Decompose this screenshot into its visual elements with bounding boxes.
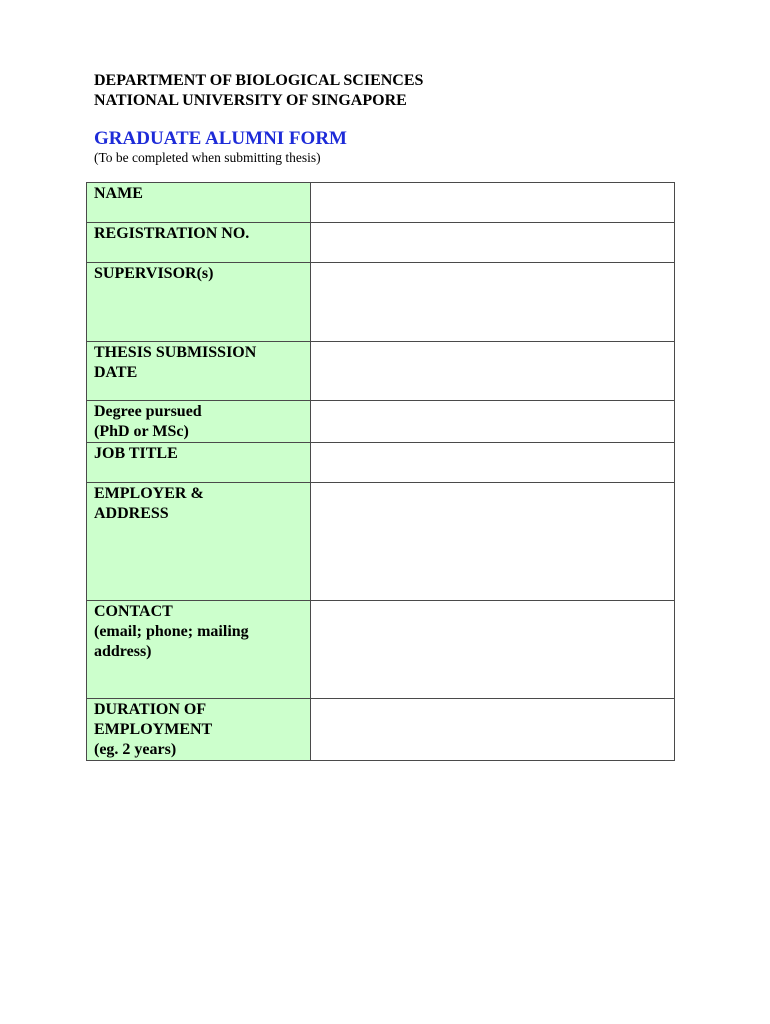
name-label xyxy=(87,183,311,223)
label-line: EMPLOYER & xyxy=(94,485,204,502)
job-title-label xyxy=(87,443,311,483)
label-line: THESIS SUBMISSION xyxy=(94,344,257,361)
label-line: (eg. 2 years) xyxy=(94,741,177,758)
supervisor-field[interactable] xyxy=(311,263,675,342)
label-line: (email; phone; mailing xyxy=(94,623,249,640)
label-line: EMPLOYMENT xyxy=(94,721,213,738)
form-row-contact xyxy=(87,601,675,699)
label-line: JOB TITLE xyxy=(94,445,178,462)
duration-label xyxy=(87,699,311,761)
duration-field[interactable] xyxy=(311,699,675,761)
label-line: NAME xyxy=(94,185,143,202)
form-row-employer xyxy=(87,483,675,601)
form-row-thesis-date xyxy=(87,342,675,401)
alumni-form-table xyxy=(86,182,675,761)
form-row-name xyxy=(87,183,675,223)
label-line: SUPERVISOR(s) xyxy=(94,265,214,282)
label-line: address) xyxy=(94,643,152,660)
form-row-supervisor xyxy=(87,263,675,342)
contact-field[interactable] xyxy=(311,601,675,699)
form-row-duration xyxy=(87,699,675,761)
registration-field[interactable] xyxy=(311,223,675,263)
employer-field[interactable] xyxy=(311,483,675,601)
label-line: DATE xyxy=(94,364,138,381)
label-line: ADDRESS xyxy=(94,505,169,522)
form-row-job-title xyxy=(87,443,675,483)
label-line: Degree pursued xyxy=(94,403,202,420)
department-header xyxy=(94,71,423,111)
label-line: (PhD or MSc) xyxy=(94,423,189,440)
label-line: DURATION OF xyxy=(94,701,207,718)
supervisor-label xyxy=(87,263,311,342)
job-title-field[interactable] xyxy=(311,443,675,483)
name-field[interactable] xyxy=(311,183,675,223)
registration-label xyxy=(87,223,311,263)
contact-label xyxy=(87,601,311,699)
department-name: DEPARTMENT OF BIOLOGICAL SCIENCES xyxy=(94,72,424,89)
form-row-registration xyxy=(87,223,675,263)
university-name: NATIONAL UNIVERSITY OF SINGAPORE xyxy=(94,92,407,109)
label-line: CONTACT xyxy=(94,603,173,620)
label-line: REGISTRATION NO. xyxy=(94,225,250,242)
form-title: GRADUATE ALUMNI FORM xyxy=(94,128,347,149)
thesis-date-label xyxy=(87,342,311,401)
employer-label xyxy=(87,483,311,601)
degree-field[interactable] xyxy=(311,401,675,443)
form-row-degree xyxy=(87,401,675,443)
form-subtitle: (To be completed when submitting thesis) xyxy=(94,150,321,165)
degree-label xyxy=(87,401,311,443)
thesis-date-field[interactable] xyxy=(311,342,675,401)
